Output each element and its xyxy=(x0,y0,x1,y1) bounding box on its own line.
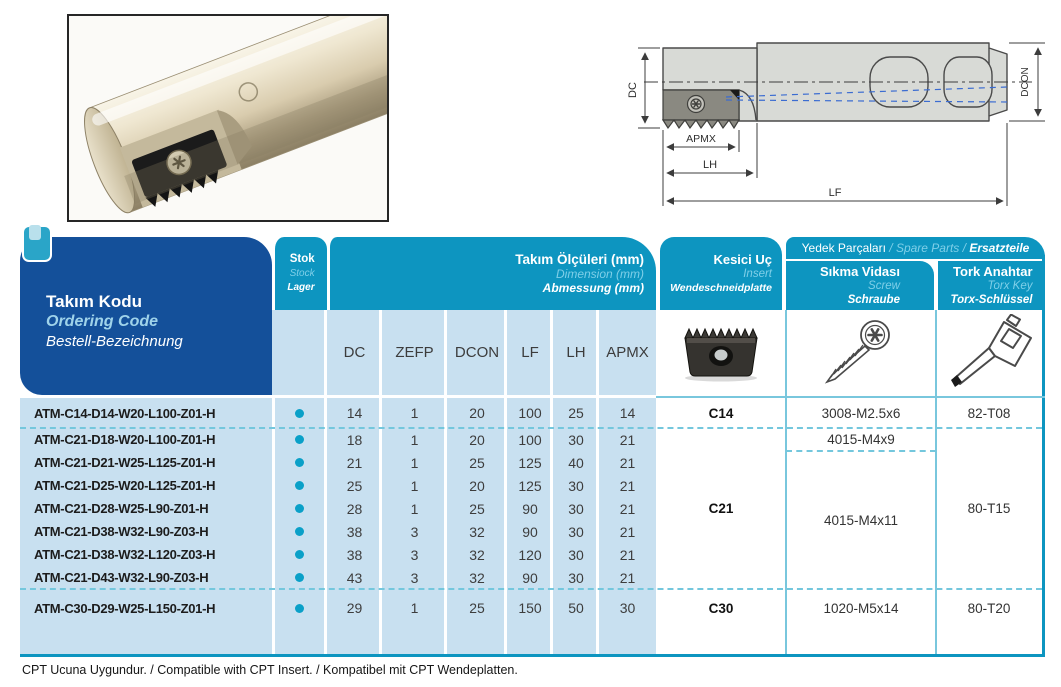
screw-column-header xyxy=(786,261,934,310)
insert-label-de: Wendeschneidplatte xyxy=(670,282,772,294)
table-row xyxy=(20,428,656,451)
dim-value: 32 xyxy=(469,523,485,540)
dim-value: 40 xyxy=(568,454,584,471)
dim-value: 21 xyxy=(346,454,363,471)
ordering-code-label-tr: Takım Kodu xyxy=(46,292,143,311)
screw-label-en: Screw xyxy=(868,280,900,292)
dim-value: 100 xyxy=(518,431,542,448)
torx-key-column-header xyxy=(938,261,1045,310)
dim-value: 90 xyxy=(522,500,538,517)
table-bottom-border xyxy=(20,654,1045,657)
dim-value: 21 xyxy=(619,500,636,517)
dim-value: 1 xyxy=(410,405,419,421)
product-code: ATM-C21-D25-W20-L125-Z01-H xyxy=(34,478,216,493)
stock-label-tr: Stok xyxy=(289,253,315,265)
dim-value: 21 xyxy=(619,454,636,471)
torx-group-value: 80-T20 xyxy=(967,600,1011,616)
screw-label-de: Schraube xyxy=(847,294,900,306)
group-divider xyxy=(20,427,1042,429)
screw-image xyxy=(786,310,936,395)
insert-label-tr: Kesici Uç xyxy=(713,252,772,267)
bookmark-icon xyxy=(22,225,52,262)
lf-dimension-label: LF xyxy=(828,187,842,199)
group-divider xyxy=(20,588,1042,590)
product-code: ATM-C14-D14-W20-L100-Z01-H xyxy=(34,405,216,421)
torx-group-value: 80-T15 xyxy=(967,501,1011,516)
torx-key-label-tr: Tork Anahtar xyxy=(953,264,1033,279)
table-row xyxy=(20,497,656,520)
dim-col-label-zefp: ZEFP xyxy=(395,344,434,361)
stock-dot xyxy=(295,481,304,490)
dim-col-label-lh: LH xyxy=(566,344,586,361)
dim-value: 20 xyxy=(469,477,485,494)
bookmark-icon-inner xyxy=(29,225,41,240)
stock-dot xyxy=(295,527,304,536)
dim-col-label-lf: LF xyxy=(521,344,539,361)
stock-cell xyxy=(272,398,327,428)
dim-value: 30 xyxy=(568,569,584,586)
dimensions-header xyxy=(327,237,656,310)
separator: / xyxy=(959,241,970,255)
dim-value: 150 xyxy=(518,600,542,616)
torx-key-label-en: Torx Key xyxy=(987,280,1033,292)
ordering-code-header xyxy=(20,237,272,395)
dim-value: 30 xyxy=(619,600,636,616)
dim-value: 30 xyxy=(568,477,584,494)
product-code: ATM-C21-D43-W32-L90-Z03-H xyxy=(34,570,209,585)
dim-value: 29 xyxy=(346,600,363,616)
table-row xyxy=(20,451,656,474)
dim-value: 25 xyxy=(469,454,485,471)
stock-dot xyxy=(295,604,304,613)
dim-value: 120 xyxy=(518,546,542,563)
dim-value: 1 xyxy=(410,600,419,616)
screw-group-value: 3008-M2.5x6 xyxy=(821,405,901,421)
product-photo xyxy=(67,14,389,222)
dim-col-label-apmx: APMX xyxy=(606,344,649,361)
insert-image xyxy=(656,310,786,395)
dim-value: 21 xyxy=(619,569,636,586)
dim-value: 1 xyxy=(410,477,419,494)
screw-group-value: 1020-M5x14 xyxy=(823,600,899,616)
dim-value: 25 xyxy=(568,405,584,421)
stock-dot xyxy=(295,435,304,444)
insert-group-label: C21 xyxy=(708,501,734,516)
stock-label-en: Stock xyxy=(289,268,315,279)
dim-value: 90 xyxy=(522,523,538,540)
dim-value: 3 xyxy=(410,523,419,540)
stock-dot xyxy=(295,458,304,467)
dim-value: 30 xyxy=(568,546,584,563)
dc-dimension-label: DC xyxy=(627,82,639,98)
dim-value: 1 xyxy=(410,500,419,517)
product-photo-image xyxy=(69,16,387,220)
stock-label-de: Lager xyxy=(287,282,315,293)
table-row xyxy=(20,543,656,566)
dim-value: 21 xyxy=(619,477,636,494)
lh-dimension-label: LH xyxy=(702,159,718,171)
stock-cell xyxy=(272,543,327,566)
table-row xyxy=(20,566,656,589)
dim-value: 14 xyxy=(346,405,363,421)
product-code: ATM-C21-D38-W32-L90-Z03-H xyxy=(34,524,209,539)
footer-note: CPT Ucuna Uygundur. / Compatible with CPT Insert. / Kompatibel mit CPT Wendeplatten. xyxy=(22,663,518,677)
torx-group-value: 82-T08 xyxy=(967,405,1011,421)
product-code: ATM-C21-D18-W20-L100-Z01-H xyxy=(34,432,216,447)
stock-dot xyxy=(295,409,304,418)
spare-parts-label-de: Ersatzteile xyxy=(969,241,1030,255)
insert-column-header xyxy=(660,237,782,310)
dim-value: 14 xyxy=(619,405,636,421)
screw-group-value: 4015-M4x9 xyxy=(827,432,895,447)
spare-parts-label-en: Spare Parts xyxy=(895,241,960,255)
dimension-diagram xyxy=(608,12,1052,218)
table-row xyxy=(20,474,656,497)
dim-value: 30 xyxy=(568,523,584,540)
stock-column-header xyxy=(272,237,327,310)
dim-value: 21 xyxy=(619,546,636,563)
stock-cell xyxy=(272,497,327,520)
screw-group-divider xyxy=(786,450,936,452)
stock-dot xyxy=(295,573,304,582)
dim-value: 25 xyxy=(469,600,485,616)
dim-value: 30 xyxy=(568,500,584,517)
dim-value: 125 xyxy=(518,454,542,471)
product-code: ATM-C21-D38-W32-L120-Z03-H xyxy=(34,547,216,562)
dim-value: 125 xyxy=(518,477,542,494)
table-row xyxy=(20,398,656,428)
screw-group-value: 4015-M4x11 xyxy=(823,512,899,528)
dimensions-label-en: Dimension (mm) xyxy=(555,267,644,281)
spare-parts-label-tr: Yedek Parçaları xyxy=(801,240,886,255)
apmx-dimension-label: APMX xyxy=(686,133,716,145)
product-code: ATM-C21-D21-W25-L125-Z01-H xyxy=(34,455,216,470)
dim-value: 20 xyxy=(469,431,485,448)
insert-group-label: C30 xyxy=(708,600,734,616)
ordering-code-label-en: Ordering Code xyxy=(46,313,159,330)
dim-value: 3 xyxy=(410,546,419,563)
dim-value: 18 xyxy=(346,431,363,448)
catalog-table xyxy=(20,237,1045,660)
dim-value: 90 xyxy=(522,569,538,586)
dim-value: 1 xyxy=(410,431,419,448)
spare-parts-banner xyxy=(786,237,1045,259)
dim-value: 50 xyxy=(568,600,584,616)
stock-cell xyxy=(272,590,327,626)
product-code: ATM-C30-D29-W25-L150-Z01-H xyxy=(34,600,216,616)
separator: / xyxy=(885,241,896,255)
ordering-code-label-de: Bestell-Bezeichnung xyxy=(46,333,183,350)
dim-value: 3 xyxy=(410,569,419,586)
screw-label-tr: Sıkma Vidası xyxy=(820,264,900,279)
stock-cell xyxy=(272,451,327,474)
stock-dot xyxy=(295,550,304,559)
dim-value: 25 xyxy=(469,500,485,517)
dim-value: 21 xyxy=(619,523,636,540)
dim-value: 100 xyxy=(518,405,542,421)
product-code: ATM-C21-D28-W25-L90-Z01-H xyxy=(34,501,209,516)
dimensions-label-de: Abmessung (mm) xyxy=(542,281,644,295)
dim-col-label-dc: DC xyxy=(343,344,366,361)
torx-key-image xyxy=(936,310,1045,395)
stock-cell xyxy=(272,520,327,543)
insert-label-en: Insert xyxy=(743,268,772,280)
dimensions-label-tr: Takım Ölçüleri (mm) xyxy=(515,252,644,267)
table-row xyxy=(20,590,656,626)
dim-value: 38 xyxy=(346,523,363,540)
dimension-diagram-image xyxy=(608,12,1052,218)
stock-cell xyxy=(272,428,327,451)
torx-key-label-de: Torx-Schlüssel xyxy=(950,294,1033,306)
insert-group-label: C14 xyxy=(708,405,734,421)
dim-value: 1 xyxy=(410,454,419,471)
dim-value: 30 xyxy=(568,431,584,448)
dim-value: 38 xyxy=(346,546,363,563)
dim-value: 43 xyxy=(346,569,363,586)
dim-value: 21 xyxy=(619,431,636,448)
dim-value: 25 xyxy=(346,477,363,494)
dcon-dimension-label: DCON xyxy=(1020,67,1031,97)
stock-cell xyxy=(272,474,327,497)
stock-dot xyxy=(295,504,304,513)
table-row xyxy=(20,520,656,543)
dim-value: 32 xyxy=(469,546,485,563)
stock-cell xyxy=(272,566,327,589)
dim-value: 32 xyxy=(469,569,485,586)
dim-col-label-dcon: DCON xyxy=(454,344,500,361)
dim-value: 20 xyxy=(469,405,485,421)
dim-value: 28 xyxy=(346,500,363,517)
